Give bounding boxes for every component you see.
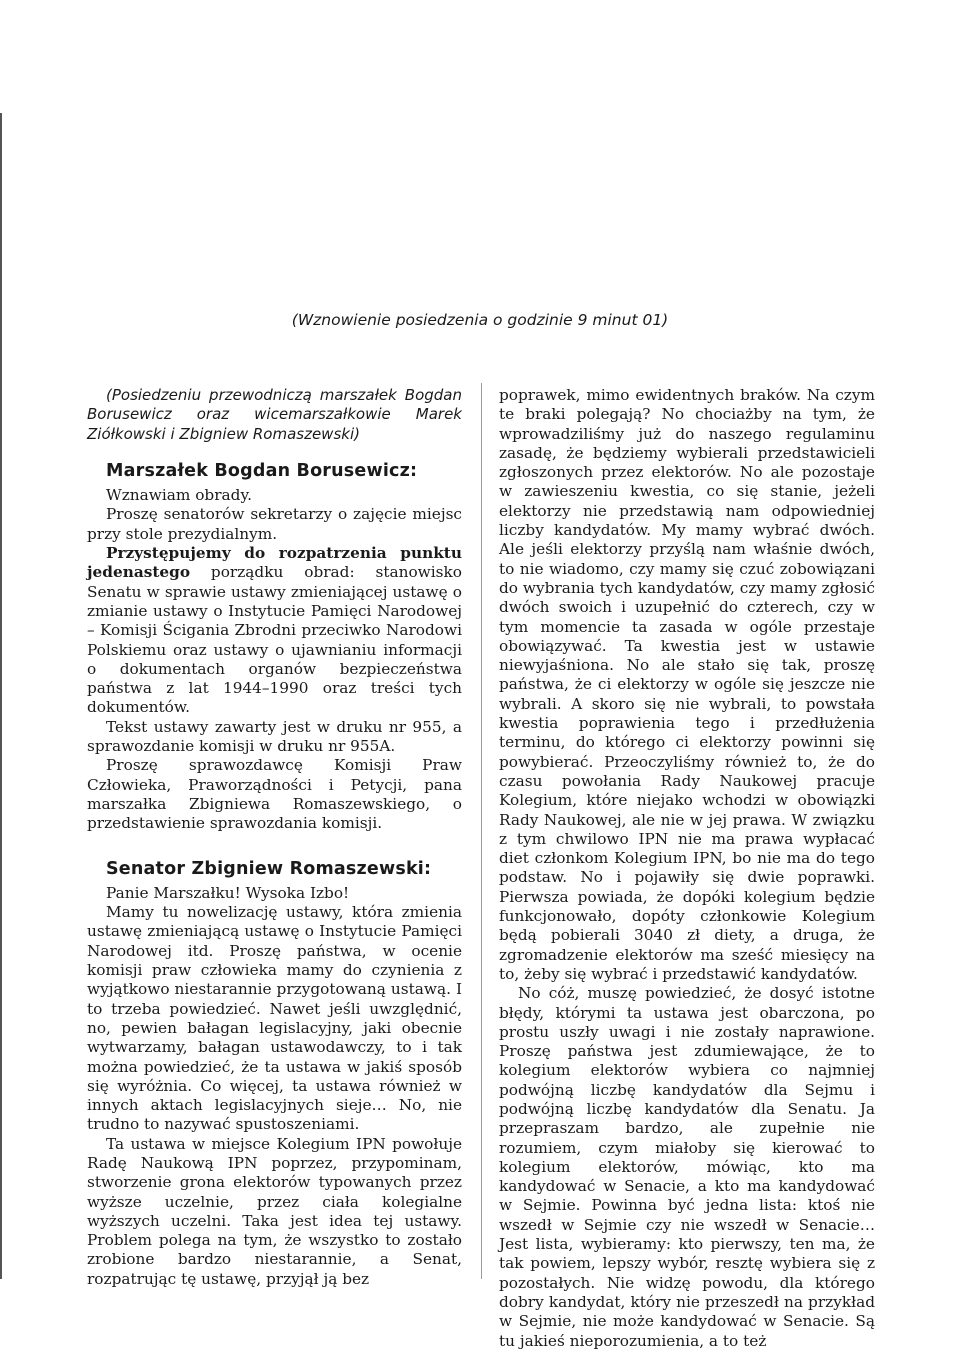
- paragraph-agenda-item: [87, 544, 462, 718]
- session-resume-note: (Wznowienie posiedzenia o godzinie 9 minut 01): [291, 311, 669, 329]
- paragraph: Ta ustawa w miejsce Kolegium IPN powołuje Radę Naukową IPN poprzez, przypominam, stworzenie grona elektorów typowanych przez wyższe uczelnie, przez ciała kolegialne wyższych uczelni. Taka jest idea tej ustawy. Problem polega na tym, że wszystko to zostało zrobione bardzo niestarannie, a Senat, rozpatrując tę ustawę, przyjął ją bez: [87, 1134, 462, 1288]
- left-column: [87, 386, 462, 1289]
- paragraph: Mamy tu nowelizację ustawy, która zmienia ustawę zmieniającą ustawę o Instytucie Pamięci Narodowej itd. Proszę państwa, w ocenie komisji praw człowieka mamy do czynienia z wyjątkowo niestarannie przygotowaną ustawą. I to trzeba powiedzieć. Nawet jeśli uwzględnić, no, pewien bałagan legislacyjny, jaki obecnie wytwarzamy, bałagan ustawodawczy, to i tak można powiedzieć, że ta ustawa w jakiś sposób się wyróżnia. Co więcej, ta ustawa również w innych aktach legislacyjnych sieje… No, nie trudno to nazywać spustoszeniami.: [87, 903, 462, 1134]
- paragraph-continued: poprawek, mimo ewidentnych braków. Na czym te braki polegają? No chociażby na tym, że wprowadziliśmy już do naszego regulaminu zasadę, że będziemy wybierali przedstawicieli zgłoszonych przez elektorów. No ale pozostaje w zawieszeniu kwestia, co się stanie, jeżeli elektorzy nie przedstawią nam odpowiedniej liczby kandydatów. My mamy wybrać dwóch. Ale jeśli elektorzy przyślą nam właśnie dwóch, to nie wiadomo, czy mamy się czuć zobowiązani do wybrania tych kandydatów, czy mamy zgłosić dwóch swoich i uzupełnić do czterech, czy w tym momencie ta zasada w ogóle przestaje obowiązywać. Ta kwestia jest w ustawie niewyjaśniona. No ale stało się tak, proszę państwa, że ci elektorzy w ogóle się jeszcze nie wybrali. A skoro się nie wybrali, to powstała kwestia poprawienia tego i przedłużenia terminu, do którego ci elektorzy powinni się powybierać. Przeoczyliśmy również to, że do czasu powołania Rady Naukowej pracuje Kolegium, które niejako wchodzi w obowiązki Rady Naukowej, ale nie w jej prawa. W związku z tym chwilowo IPN nie ma prawa wypłacać diet członkom Kolegium IPN, bo nie ma do tego podstaw. No i pojawiły się dwie poprawki. Pierwsza powiada, że dopóki kolegium będzie funkcjonowało, dopóty członkowie Kolegium będą pobierali 3040 zł diety, a druga, że zgromadzenie elektorów ma sześć miesięcy na to, żeby się wybrać i przedstawić kandydatów.: [499, 386, 875, 983]
- paragraph: No cóż, muszę powiedzieć, że dosyć istotne błędy, którymi ta ustawa jest obarczona, po prostu uszły uwagi i nie zostały naprawione. Proszę państwa jest zdumiewające, że to kolegium elektorów wybiera co najmniej podwójną liczbę kandydatów dla Sejmu i podwójną liczbę kandydatów dla Senatu. Ja przepraszam bardzo, ale zupełnie nie rozumiem, czym miałoby się kierować to kolegium elektorów, mówiąc, kto ma kandydować w Senacie, a kto ma kandydować w Sejmie. Powinna być jedna lista: ktoś nie wszedł w Sejmie czy nie wszedł w Senacie… Jest lista, wybieramy: kto pierwszy, ten ma, że tak powiem, lepszy wybór, resztę wybiera się z pozostałych. Nie widzę powodu, dla którego dobry kandydat, który nie przeszedł na przykład w Sejmie, nie może kandydować w Senacie. Są tu jakieś nieporozumienia, a to też: [499, 984, 875, 1350]
- paragraph: Proszę senatorów sekretarzy o zajęcie miejsc przy stole prezydialnym.: [87, 505, 462, 543]
- paragraph: Wznawiam obrady.: [106, 486, 252, 505]
- paragraph: Tekst ustawy zawarty jest w druku nr 955, a sprawozdanie komisji w druku nr 955A.: [87, 717, 462, 756]
- speaker-heading-romaszewski: Senator Zbigniew Romaszewski:: [106, 858, 432, 879]
- column-divider: [481, 383, 482, 1279]
- left-margin-rule: [0, 113, 2, 1279]
- paragraph: Panie Marszałku! Wysoka Izbo!: [106, 883, 350, 902]
- presiding-note: (Posiedzeniu przewodniczą marszałek Bogdan Borusewicz oraz wicemarszałkowie Marek Ziółkowski i Zbigniew Romaszewski): [87, 386, 462, 443]
- speaker-heading-borusewicz: Marszałek Bogdan Borusewicz:: [106, 460, 418, 481]
- paragraph: Proszę sprawozdawcę Komisji Praw Człowieka, Praworządności i Petycji, pana marszałka Zbigniewa Romaszewskiego, o przedstawienie sprawozdania komisji.: [87, 756, 462, 833]
- agenda-item-bold: Przystępujemy do rozpatrzenia punktu jedenastego: [87, 544, 462, 582]
- right-column: [499, 386, 875, 1351]
- agenda-item-text: porządku obrad: stanowisko Senatu w sprawie ustawy zmieniającej ustawę o zmianie ustawy o Instytucie Pamięci Narodowej – Komisji Ścigania Zbrodni przeciwko Narodowi Polskiemu oraz ustawy o ujawnianiu informacji o dokumentach organów bezpieczeństwa państwa z lat 1944–1990 oraz treści tych dokumentów.: [87, 563, 462, 717]
